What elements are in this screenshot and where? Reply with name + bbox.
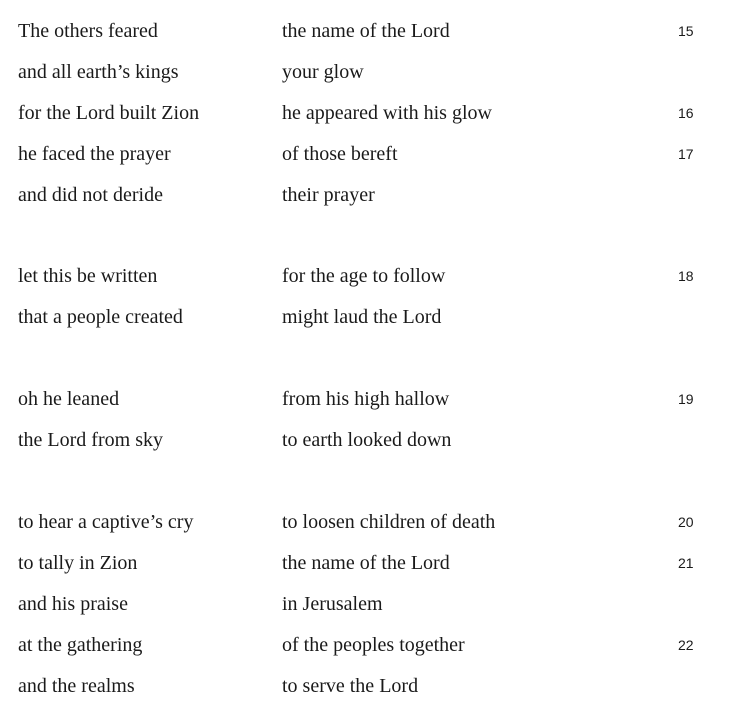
poem-line: [0, 551, 730, 592]
verse-number: 17: [678, 146, 694, 162]
poem-line: [0, 305, 730, 346]
verse-number: 15: [678, 23, 694, 39]
verse-number: 21: [678, 555, 694, 571]
poem-line: [0, 19, 730, 60]
poem-line: [0, 60, 730, 101]
line-second-half: from his high hallow: [282, 388, 450, 410]
line-second-half: of those bereft: [282, 143, 398, 165]
poem-line: [0, 428, 730, 469]
verse-number: 20: [678, 514, 694, 530]
line-second-half: the name of the Lord: [282, 20, 450, 42]
line-first-half: oh he leaned: [18, 388, 120, 410]
line-first-half: that a people created: [18, 306, 183, 328]
poem-line: [0, 264, 730, 305]
poem-line: [0, 510, 730, 551]
line-first-half: and his praise: [18, 593, 128, 615]
verse-number: 16: [678, 105, 694, 121]
line-second-half: their prayer: [282, 184, 375, 206]
poem-line: [0, 183, 730, 224]
line-first-half: The others feared: [18, 20, 158, 42]
line-second-half: to loosen children of death: [282, 511, 496, 533]
line-first-half: and the realms: [18, 675, 135, 697]
line-first-half: let this be written: [18, 265, 158, 287]
line-second-half: for the age to follow: [282, 265, 446, 287]
verse-number: 22: [678, 637, 694, 653]
line-second-half: the name of the Lord: [282, 552, 450, 574]
poem-line: [0, 101, 730, 142]
poem-line: [0, 674, 730, 715]
poem-line: [0, 387, 730, 428]
line-second-half: he appeared with his glow: [282, 102, 492, 124]
line-second-half: might laud the Lord: [282, 306, 442, 328]
line-second-half: of the peoples together: [282, 634, 465, 656]
line-first-half: at the gathering: [18, 634, 143, 656]
line-first-half: and did not deride: [18, 184, 163, 206]
line-second-half: to earth looked down: [282, 429, 452, 451]
line-second-half: to serve the Lord: [282, 675, 419, 697]
poem-line: [0, 592, 730, 633]
line-second-half: your glow: [282, 61, 364, 83]
line-first-half: for the Lord built Zion: [18, 102, 200, 124]
line-first-half: to hear a captive’s cry: [18, 511, 194, 533]
line-first-half: he faced the prayer: [18, 143, 171, 165]
verse-number: 18: [678, 268, 694, 284]
poem-line: [0, 633, 730, 674]
line-first-half: to tally in Zion: [18, 552, 138, 574]
line-second-half: in Jerusalem: [282, 593, 383, 615]
line-first-half: and all earth’s kings: [18, 61, 179, 83]
poem-line: [0, 142, 730, 183]
verse-number: 19: [678, 391, 694, 407]
line-first-half: the Lord from sky: [18, 429, 163, 451]
